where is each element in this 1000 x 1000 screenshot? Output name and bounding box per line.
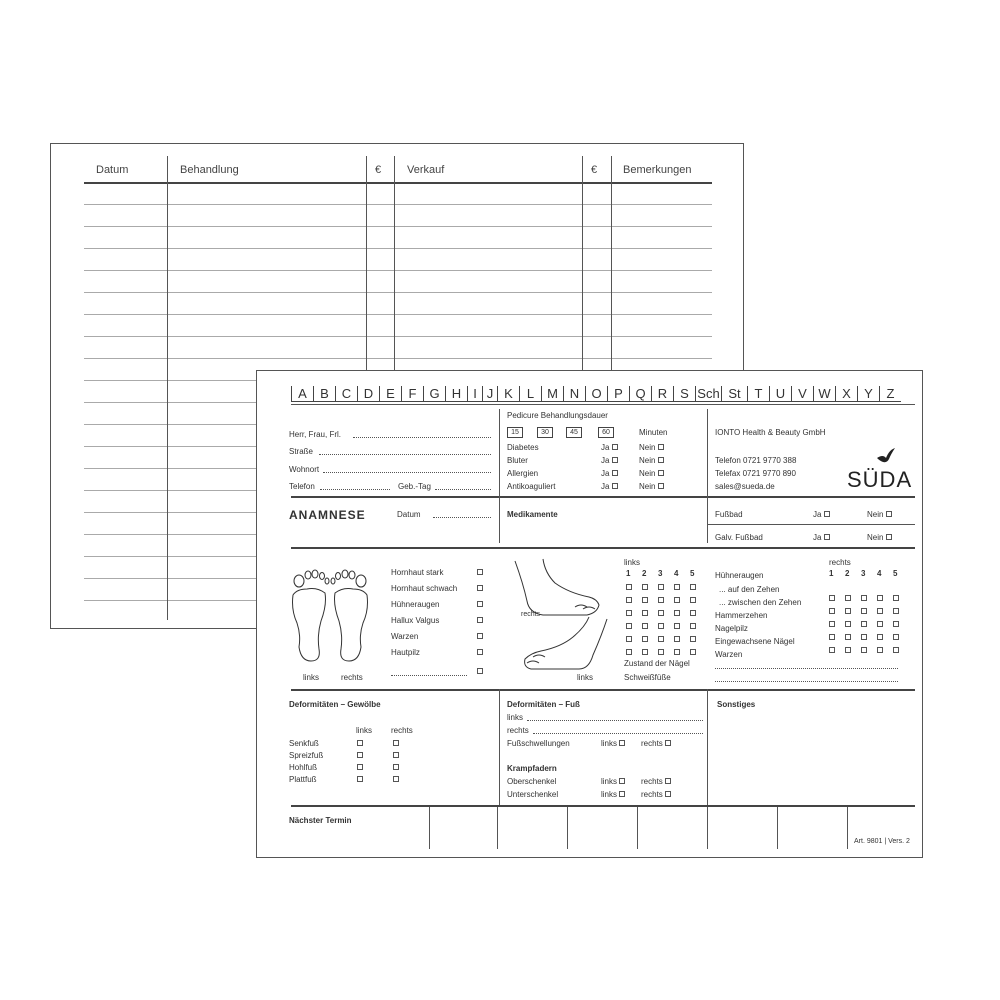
vault-right-checkbox[interactable] — [393, 740, 399, 746]
toe-number: 2 — [642, 569, 647, 578]
company-fax: Telefax 0721 9770 890 — [715, 469, 796, 478]
foot-right-caption: rechts — [521, 611, 541, 618]
galv-yes: Ja — [813, 533, 830, 542]
varicose-title: Krampfadern — [507, 764, 557, 773]
log-row-line[interactable] — [84, 336, 712, 337]
next-appointment-label: Nächster Termin — [289, 816, 352, 825]
toe-checkbox[interactable] — [674, 649, 680, 655]
alphabet-tab-r[interactable]: R — [651, 386, 673, 402]
condition-label: Allergien — [507, 469, 539, 478]
alphabet-tab-y[interactable]: Y — [857, 386, 879, 402]
toe-checkbox[interactable] — [674, 636, 680, 642]
appointment-slot-divider[interactable] — [637, 807, 638, 849]
toe-checkbox[interactable] — [861, 595, 867, 601]
skin-item-label: Hühneraugen — [391, 600, 440, 609]
toe-checkbox[interactable] — [690, 649, 696, 655]
footprint-left-label: links — [303, 673, 320, 682]
condition-yes-checkbox[interactable] — [612, 457, 618, 463]
skin-item-checkbox[interactable] — [477, 585, 483, 591]
vault-item-label: Hohlfuß — [289, 763, 318, 772]
toe-checkbox[interactable] — [893, 634, 899, 640]
swelling-left-checkbox[interactable] — [619, 740, 625, 746]
toe-checkbox[interactable] — [642, 649, 648, 655]
toe-checkbox[interactable] — [829, 621, 835, 627]
toes-extra-field[interactable] — [715, 681, 898, 682]
fussbad-no-checkbox[interactable] — [886, 511, 892, 517]
toe-checkbox[interactable] — [642, 636, 648, 642]
alphabet-tab-p[interactable]: P — [607, 386, 629, 402]
skin-item-label: Hautpilz — [391, 648, 420, 657]
bird-logo-icon — [875, 446, 897, 466]
thigh-label: Oberschenkel — [507, 777, 557, 786]
footprints-icon — [287, 565, 373, 665]
condition-no: Nein — [639, 456, 664, 465]
deform-vault-title: Deformitäten – Gewölbe — [289, 700, 381, 709]
lower-leg-right: rechts — [641, 790, 671, 799]
log-row-line[interactable] — [84, 292, 712, 293]
toe-checkbox[interactable] — [829, 647, 835, 653]
fussbad-yes: Ja — [813, 510, 830, 519]
deform-foot-left-field[interactable] — [527, 720, 703, 721]
anamnese-title: ANAMNESE — [289, 508, 366, 522]
duration-15[interactable]: 15 — [507, 427, 523, 438]
toe-checkbox[interactable] — [877, 595, 883, 601]
toe-checkbox[interactable] — [658, 636, 664, 642]
skin-item-checkbox[interactable] — [477, 649, 483, 655]
alphabet-tab-s[interactable]: S — [673, 386, 695, 402]
toe-checkbox[interactable] — [658, 584, 664, 590]
toe-checkbox[interactable] — [658, 597, 664, 603]
skin-item-checkbox[interactable] — [477, 617, 483, 623]
sonstiges-title: Sonstiges — [717, 700, 756, 709]
sweat-label: Schweißfüße — [624, 673, 671, 682]
toe-checkbox[interactable] — [845, 621, 851, 627]
section-rule — [291, 547, 915, 549]
condition-no: Nein — [639, 443, 664, 452]
toe-checkbox[interactable] — [642, 623, 648, 629]
duration-60[interactable]: 60 — [598, 427, 614, 438]
vault-left-checkbox[interactable] — [357, 776, 363, 782]
alphabet-tab-t[interactable]: T — [747, 386, 769, 402]
toe-checkbox[interactable] — [674, 584, 680, 590]
street-label: Straße — [289, 447, 314, 456]
condition-no-checkbox[interactable] — [658, 444, 664, 450]
toe-checkbox[interactable] — [674, 610, 680, 616]
anamnese-date-label: Datum — [397, 510, 421, 519]
city-label: Wohnort — [289, 465, 320, 474]
alphabet-tab-st[interactable]: St — [721, 386, 747, 402]
toe-checkbox[interactable] — [642, 610, 648, 616]
skin-other-field[interactable] — [391, 675, 467, 676]
vault-left-header: links — [356, 726, 373, 735]
duration-45[interactable]: 45 — [566, 427, 582, 438]
alphabet-tab-k[interactable]: K — [497, 386, 519, 402]
name-field[interactable] — [353, 437, 491, 438]
toe-checkbox[interactable] — [690, 584, 696, 590]
condition-label: Bluter — [507, 456, 528, 465]
header-bemerkungen: Bemerkungen — [623, 164, 692, 176]
condition-yes: Ja — [601, 482, 618, 491]
minutes-label: Minuten — [639, 428, 668, 437]
pedicure-title: Pedicure Behandlungsdauer — [507, 411, 608, 420]
alphabet-tab-d[interactable]: D — [357, 386, 379, 402]
anamnese-date-field[interactable] — [433, 517, 491, 518]
swelling-right: rechts — [641, 739, 671, 748]
alphabet-tab-u[interactable]: U — [769, 386, 791, 402]
condition-no-checkbox[interactable] — [658, 457, 664, 463]
toe-checkbox[interactable] — [674, 597, 680, 603]
toe-checkbox[interactable] — [829, 608, 835, 614]
lower-leg-right-checkbox[interactable] — [665, 791, 671, 797]
appointment-slot-divider[interactable] — [497, 807, 498, 849]
toe-checkbox[interactable] — [626, 636, 632, 642]
phone-field[interactable] — [320, 489, 390, 490]
foot-left-caption: links — [577, 673, 594, 682]
toe-item-label: Eingewachsene Nägel — [715, 637, 795, 646]
customer-card — [256, 370, 923, 858]
galv-no: Nein — [867, 533, 892, 542]
thigh-left: links — [601, 777, 625, 786]
toe-checkbox[interactable] — [829, 634, 835, 640]
toe-checkbox[interactable] — [626, 597, 632, 603]
lower-leg-label: Unterschenkel — [507, 790, 559, 799]
footprint-right-label: rechts — [341, 673, 363, 682]
log-row-line[interactable] — [84, 358, 712, 359]
skin-item-checkbox[interactable] — [477, 569, 483, 575]
nail-state-label: Zustand der Nägel — [624, 659, 690, 668]
alphabet-tab-o[interactable]: O — [585, 386, 607, 402]
galv-yes-checkbox[interactable] — [824, 534, 830, 540]
condition-yes-checkbox[interactable] — [612, 483, 618, 489]
deform-foot-left-label: links — [507, 713, 524, 722]
alphabet-tab-a[interactable]: A — [291, 386, 313, 402]
toe-checkbox[interactable] — [658, 623, 664, 629]
toe-checkbox[interactable] — [861, 634, 867, 640]
alphabet-tab-m[interactable]: M — [541, 386, 563, 402]
toe-checkbox[interactable] — [626, 610, 632, 616]
toe-checkbox[interactable] — [690, 636, 696, 642]
toe-checkbox[interactable] — [877, 621, 883, 627]
swelling-label: Fußschwellungen — [507, 739, 570, 748]
toe-checkbox[interactable] — [845, 608, 851, 614]
toe-number: 1 — [626, 569, 631, 578]
toe-checkbox[interactable] — [877, 647, 883, 653]
alphabet-tab-sch[interactable]: Sch — [695, 386, 721, 402]
skin-item-label: Warzen — [391, 632, 419, 641]
condition-yes-checkbox[interactable] — [612, 444, 618, 450]
thigh-right: rechts — [641, 777, 671, 786]
toe-checkbox[interactable] — [690, 623, 696, 629]
alphabet-tab-j[interactable]: J — [482, 386, 497, 402]
fussbad-yes-checkbox[interactable] — [824, 511, 830, 517]
toe-item-label: Nagelpilz — [715, 624, 748, 633]
alphabet-tab-i[interactable]: I — [467, 386, 482, 402]
toe-checkbox[interactable] — [658, 649, 664, 655]
fussbad-label: Fußbad — [715, 510, 743, 519]
toe-checkbox[interactable] — [845, 634, 851, 640]
vault-left-checkbox[interactable] — [357, 752, 363, 758]
alphabet-tab-h[interactable]: H — [445, 386, 467, 402]
col-divider — [499, 409, 500, 543]
toe-checkbox[interactable] — [893, 647, 899, 653]
alphabet-tab-c[interactable]: C — [335, 386, 357, 402]
toe-number: 1 — [829, 569, 834, 578]
log-row-line[interactable] — [84, 248, 712, 249]
toe-checkbox[interactable] — [845, 647, 851, 653]
lower-leg-left-checkbox[interactable] — [619, 791, 625, 797]
toe-item-label: ... zwischen den Zehen — [719, 598, 802, 607]
alphabet-tab-f[interactable]: F — [401, 386, 423, 402]
alphabet-tab-q[interactable]: Q — [629, 386, 651, 402]
toe-number: 5 — [893, 569, 898, 578]
medikamente-title: Medikamente — [507, 510, 558, 519]
skin-item-checkbox[interactable] — [477, 633, 483, 639]
col-divider — [499, 689, 500, 805]
appointment-slot-divider[interactable] — [567, 807, 568, 849]
galv-fussbad-label: Galv. Fußbad — [715, 533, 763, 542]
toe-item-label: ... auf den Zehen — [719, 585, 780, 594]
header-verkauf: Verkauf — [407, 164, 445, 176]
toe-checkbox[interactable] — [893, 608, 899, 614]
toe-checkbox[interactable] — [626, 584, 632, 590]
toe-number: 2 — [845, 569, 850, 578]
vault-right-checkbox[interactable] — [393, 752, 399, 758]
header-rule — [84, 182, 712, 184]
condition-no-checkbox[interactable] — [658, 470, 664, 476]
toe-checkbox[interactable] — [877, 634, 883, 640]
toe-checkbox[interactable] — [626, 649, 632, 655]
company-email: sales@sueda.de — [715, 482, 775, 491]
log-row-line[interactable] — [84, 270, 712, 271]
condition-yes: Ja — [601, 456, 618, 465]
log-row-line[interactable] — [84, 226, 712, 227]
appointment-slot-divider[interactable] — [777, 807, 778, 849]
condition-yes: Ja — [601, 469, 618, 478]
toe-checkbox[interactable] — [877, 608, 883, 614]
col-divider — [707, 689, 708, 805]
toe-number: 3 — [861, 569, 866, 578]
skin-item-label: Hallux Valgus — [391, 616, 440, 625]
toe-number: 3 — [658, 569, 663, 578]
suda-logo: SÜDA — [847, 467, 913, 492]
swelling-left: links — [601, 739, 625, 748]
toes-left-header: links — [624, 558, 641, 567]
log-row-line[interactable] — [84, 204, 712, 205]
header-euro-2: € — [591, 164, 598, 176]
toe-checkbox[interactable] — [674, 623, 680, 629]
deform-foot-title: Deformitäten – Fuß — [507, 700, 580, 709]
swelling-right-checkbox[interactable] — [665, 740, 671, 746]
toe-checkbox[interactable] — [690, 597, 696, 603]
toe-checkbox[interactable] — [893, 621, 899, 627]
toe-checkbox[interactable] — [861, 621, 867, 627]
col-divider — [707, 409, 708, 543]
appointment-slot-divider[interactable] — [707, 807, 708, 849]
section-rule — [291, 805, 915, 807]
alphabet-rule — [291, 404, 915, 405]
fussbad-no: Nein — [867, 510, 892, 519]
alphabet-tab-g[interactable]: G — [423, 386, 445, 402]
toe-checkbox[interactable] — [845, 595, 851, 601]
header-euro-1: € — [375, 164, 382, 176]
alphabet-tab-l[interactable]: L — [519, 386, 541, 402]
alphabet-tab-e[interactable]: E — [379, 386, 401, 402]
alphabet-tab-z[interactable]: Z — [879, 386, 901, 402]
alphabet-tab-n[interactable]: N — [563, 386, 585, 402]
toes-extra-field[interactable] — [715, 668, 898, 669]
condition-no: Nein — [639, 469, 664, 478]
deform-foot-right-label: rechts — [507, 726, 529, 735]
vault-left-checkbox[interactable] — [357, 764, 363, 770]
vault-right-header: rechts — [391, 726, 413, 735]
vault-item-label: Spreizfuß — [289, 751, 324, 760]
toe-checkbox[interactable] — [861, 608, 867, 614]
header-datum: Datum — [96, 164, 129, 176]
condition-label: Antikoaguliert — [507, 482, 556, 491]
toes-right-header: rechts — [829, 558, 851, 567]
alphabet-tab-x[interactable]: X — [835, 386, 857, 402]
deform-foot-right-field[interactable] — [533, 733, 703, 734]
company-name: IONTO Health & Beauty GmbH — [715, 428, 826, 437]
skin-other-checkbox[interactable] — [477, 668, 483, 674]
alphabet-tab-w[interactable]: W — [813, 386, 835, 402]
vault-left-checkbox[interactable] — [357, 740, 363, 746]
city-field[interactable] — [323, 472, 491, 473]
vault-right-checkbox[interactable] — [393, 776, 399, 782]
name-label: Herr, Frau, Frl. — [289, 430, 342, 439]
toe-number: 4 — [674, 569, 679, 578]
toe-item-label: Hühneraugen — [715, 571, 764, 580]
log-row-line[interactable] — [84, 314, 712, 315]
thigh-right-checkbox[interactable] — [665, 778, 671, 784]
toe-item-label: Warzen — [715, 650, 743, 659]
appointment-slot-divider[interactable] — [429, 807, 430, 849]
condition-no-checkbox[interactable] — [658, 483, 664, 489]
section-rule — [291, 689, 915, 691]
alphabet-tab-v[interactable]: V — [791, 386, 813, 402]
skin-item-label: Hornhaut schwach — [391, 584, 458, 593]
phone-label: Telefon — [289, 482, 315, 491]
company-phone: Telefon 0721 9770 388 — [715, 456, 797, 465]
condition-yes: Ja — [601, 443, 618, 452]
foot-side-icon — [509, 557, 609, 687]
duration-30[interactable]: 30 — [537, 427, 553, 438]
toe-item-label: Hammerzehen — [715, 611, 768, 620]
toe-checkbox[interactable] — [893, 595, 899, 601]
galv-no-checkbox[interactable] — [886, 534, 892, 540]
condition-yes-checkbox[interactable] — [612, 470, 618, 476]
toe-checkbox[interactable] — [658, 610, 664, 616]
appointment-slot-divider[interactable] — [847, 807, 848, 849]
col-divider — [167, 156, 168, 620]
skin-item-checkbox[interactable] — [477, 601, 483, 607]
vault-right-checkbox[interactable] — [393, 764, 399, 770]
toe-number: 4 — [877, 569, 882, 578]
toe-checkbox[interactable] — [626, 623, 632, 629]
toe-checkbox[interactable] — [642, 597, 648, 603]
birthday-field[interactable] — [435, 489, 491, 490]
condition-label: Diabetes — [507, 443, 539, 452]
article-number: Art. 9801 | Vers. 2 — [854, 838, 910, 845]
header-behandlung: Behandlung — [180, 164, 239, 176]
toe-checkbox[interactable] — [642, 584, 648, 590]
toe-checkbox[interactable] — [829, 595, 835, 601]
birthday-label: Geb.-Tag — [398, 482, 431, 491]
street-field[interactable] — [319, 454, 491, 455]
toe-number: 5 — [690, 569, 695, 578]
section-rule — [291, 496, 915, 498]
lower-leg-left: links — [601, 790, 625, 799]
condition-no: Nein — [639, 482, 664, 491]
vault-item-label: Plattfuß — [289, 775, 317, 784]
toe-checkbox[interactable] — [861, 647, 867, 653]
fussbad-rule — [707, 524, 915, 525]
vault-item-label: Senkfuß — [289, 739, 319, 748]
skin-item-label: Hornhaut stark — [391, 568, 444, 577]
toe-checkbox[interactable] — [690, 610, 696, 616]
thigh-left-checkbox[interactable] — [619, 778, 625, 784]
alphabet-tab-b[interactable]: B — [313, 386, 335, 402]
